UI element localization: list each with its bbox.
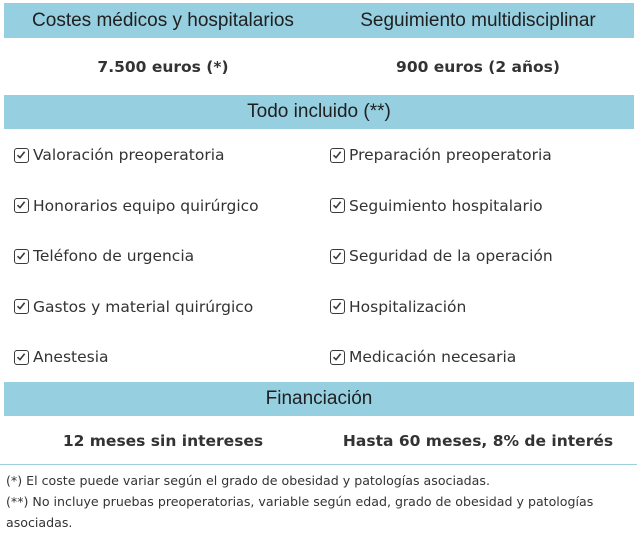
header-followup: Seguimiento multidisciplinar	[360, 9, 596, 31]
checkbox-checked-icon	[330, 249, 345, 264]
price-medical: 7.500 euros (*)	[97, 57, 229, 76]
checklist-item	[4, 130, 322, 181]
included-heading: Todo incluido (**)	[4, 95, 634, 129]
financing-option-right: Hasta 60 meses, 8% de interés	[342, 432, 614, 450]
checkbox-checked-icon	[330, 299, 345, 314]
checkbox-checked-icon	[330, 350, 345, 365]
footnotes	[6, 470, 631, 533]
pricing-table	[4, 3, 634, 466]
checklist-item-label: Medicación necesaria	[349, 348, 517, 367]
included-checklist	[4, 129, 634, 382]
checklist-item-label: Valoración preoperatoria	[33, 146, 225, 165]
financing-row	[4, 416, 634, 466]
checklist-item	[4, 282, 322, 333]
checkbox-checked-icon	[14, 350, 29, 365]
checklist-item	[322, 130, 634, 181]
checklist-item-label: Preparación preoperatoria	[349, 146, 552, 165]
checklist-item-label: Honorarios equipo quirúrgico	[33, 196, 259, 215]
checklist-item	[322, 282, 634, 333]
financing-option-left: 12 meses sin intereses	[62, 432, 264, 450]
price-row	[4, 38, 634, 95]
notes-divider	[0, 464, 637, 465]
checkbox-checked-icon	[330, 148, 345, 163]
checkbox-checked-icon	[330, 198, 345, 213]
checkbox-checked-icon	[14, 249, 29, 264]
checklist-item-label: Anestesia	[33, 348, 109, 367]
checklist-item	[4, 181, 322, 232]
checklist-item	[322, 231, 634, 282]
checklist-item	[4, 332, 322, 383]
checklist-item-label: Seguimiento hospitalario	[349, 196, 543, 215]
header-medical-costs: Costes médicos y hospitalarios	[32, 9, 294, 31]
checklist-item	[322, 181, 634, 232]
checkbox-checked-icon	[14, 198, 29, 213]
checkbox-checked-icon	[14, 148, 29, 163]
footnote-excluded: (**) No incluye pruebas preoperatorias, variable según edad, grado de obesidad y patologías asociadas.	[6, 494, 594, 530]
footnote-cost: (*) El coste puede variar según el grado de obesidad y patologías asociadas.	[6, 473, 490, 488]
checklist-item	[4, 231, 322, 282]
financing-heading: Financiación	[4, 382, 634, 416]
price-followup: 900 euros (2 años)	[396, 57, 560, 76]
checklist-item-label: Seguridad de la operación	[349, 247, 553, 266]
checklist-item	[322, 332, 634, 383]
header-row	[4, 3, 634, 38]
checkbox-checked-icon	[14, 299, 29, 314]
checklist-item-label: Teléfono de urgencia	[33, 247, 195, 266]
checklist-item-label: Hospitalización	[349, 297, 467, 316]
checklist-item-label: Gastos y material quirúrgico	[33, 297, 254, 316]
